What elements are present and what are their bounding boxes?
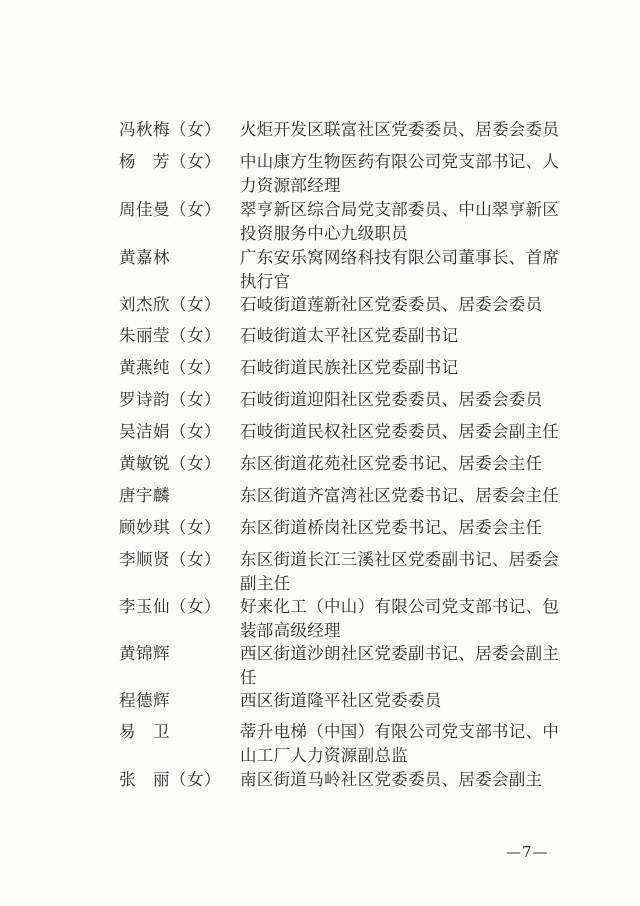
member-name: 黄敏锐（女） xyxy=(119,454,221,473)
member-description xyxy=(240,548,580,596)
member-description xyxy=(240,420,580,444)
member-name: 易 卫 xyxy=(119,722,170,741)
member-name: 吴洁娟（女） xyxy=(119,422,221,441)
member-name: 张 丽（女） xyxy=(119,770,221,789)
description-line: 蒂升电梯（中国）有限公司党支部书记、中 xyxy=(240,722,560,741)
member-name: 黄燕纯（女） xyxy=(119,358,221,377)
member-name: 顾妙琪（女） xyxy=(119,518,221,537)
member-name: 朱丽莹（女） xyxy=(119,326,221,345)
description-line: 西区街道隆平社区党委委员 xyxy=(240,691,442,710)
member-name: 李顺贤（女） xyxy=(119,550,221,569)
member-description xyxy=(240,198,580,246)
member-description xyxy=(240,118,580,142)
description-line: 石岐街道莲新社区党委委员、居委会委员 xyxy=(240,295,543,314)
member-description xyxy=(240,768,580,792)
description-line: 石岐街道太平社区党委副书记 xyxy=(240,326,459,345)
description-line: 石岐街道民权社区党委委员、居委会副主任 xyxy=(240,422,560,441)
description-line: 西区街道沙朗社区党委副书记、居委会副主 xyxy=(240,644,560,663)
member-name: 周佳曼（女） xyxy=(119,200,221,219)
member-name: 冯秋梅（女） xyxy=(119,120,221,139)
member-description xyxy=(240,246,580,294)
description-line: 任 xyxy=(240,668,257,687)
member-description xyxy=(240,150,580,198)
member-name: 李玉仙（女） xyxy=(119,597,221,616)
member-description xyxy=(240,324,580,348)
description-line: 力资源部经理 xyxy=(240,176,341,195)
member-description xyxy=(240,356,580,380)
member-description xyxy=(240,720,580,768)
member-name: 黄嘉林 xyxy=(119,248,170,267)
member-name: 程德辉 xyxy=(119,691,170,710)
description-line: 广东安乐窝网络科技有限公司董事长、首席 xyxy=(240,248,560,267)
member-description xyxy=(240,293,580,317)
member-description xyxy=(240,689,580,713)
member-description xyxy=(240,516,580,540)
description-line: 东区街道齐富湾社区党委书记、居委会主任 xyxy=(240,486,560,505)
member-description xyxy=(240,388,580,412)
member-description xyxy=(240,595,580,643)
description-line: 石岐街道迎阳社区党委委员、居委会委员 xyxy=(240,390,543,409)
description-line: 翠亨新区综合局党支部委员、中山翠亨新区 xyxy=(240,200,560,219)
member-name: 罗诗韵（女） xyxy=(119,390,221,409)
member-description xyxy=(240,484,580,508)
member-name: 黄锦辉 xyxy=(119,644,170,663)
member-name: 唐宇麟 xyxy=(119,486,170,505)
description-line: 火炬开发区联富社区党委委员、居委会委员 xyxy=(240,120,560,139)
member-name: 刘杰欣（女） xyxy=(119,295,221,314)
description-line: 副主任 xyxy=(240,574,291,593)
description-line: 东区街道桥岗社区党委书记、居委会主任 xyxy=(240,518,543,537)
description-line: 投资服务中心九级职员 xyxy=(240,224,408,243)
description-line: 山工厂人力资源副总监 xyxy=(240,746,408,765)
description-line: 南区街道马岭社区党委委员、居委会副主 xyxy=(240,770,543,789)
member-description xyxy=(240,642,580,690)
description-line: 东区街道花苑社区党委书记、居委会主任 xyxy=(240,454,543,473)
page-number: —7— xyxy=(506,843,549,861)
member-name: 杨 芳（女） xyxy=(119,152,221,171)
description-line: 石岐街道民族社区党委副书记 xyxy=(240,358,459,377)
description-line: 中山康方生物医药有限公司党支部书记、人 xyxy=(240,152,560,171)
description-line: 好来化工（中山）有限公司党支部书记、包 xyxy=(240,597,560,616)
description-line: 执行官 xyxy=(240,272,291,291)
description-line: 东区街道长江三溪社区党委副书记、居委会 xyxy=(240,550,560,569)
member-description xyxy=(240,452,580,476)
description-line: 装部高级经理 xyxy=(240,621,341,640)
